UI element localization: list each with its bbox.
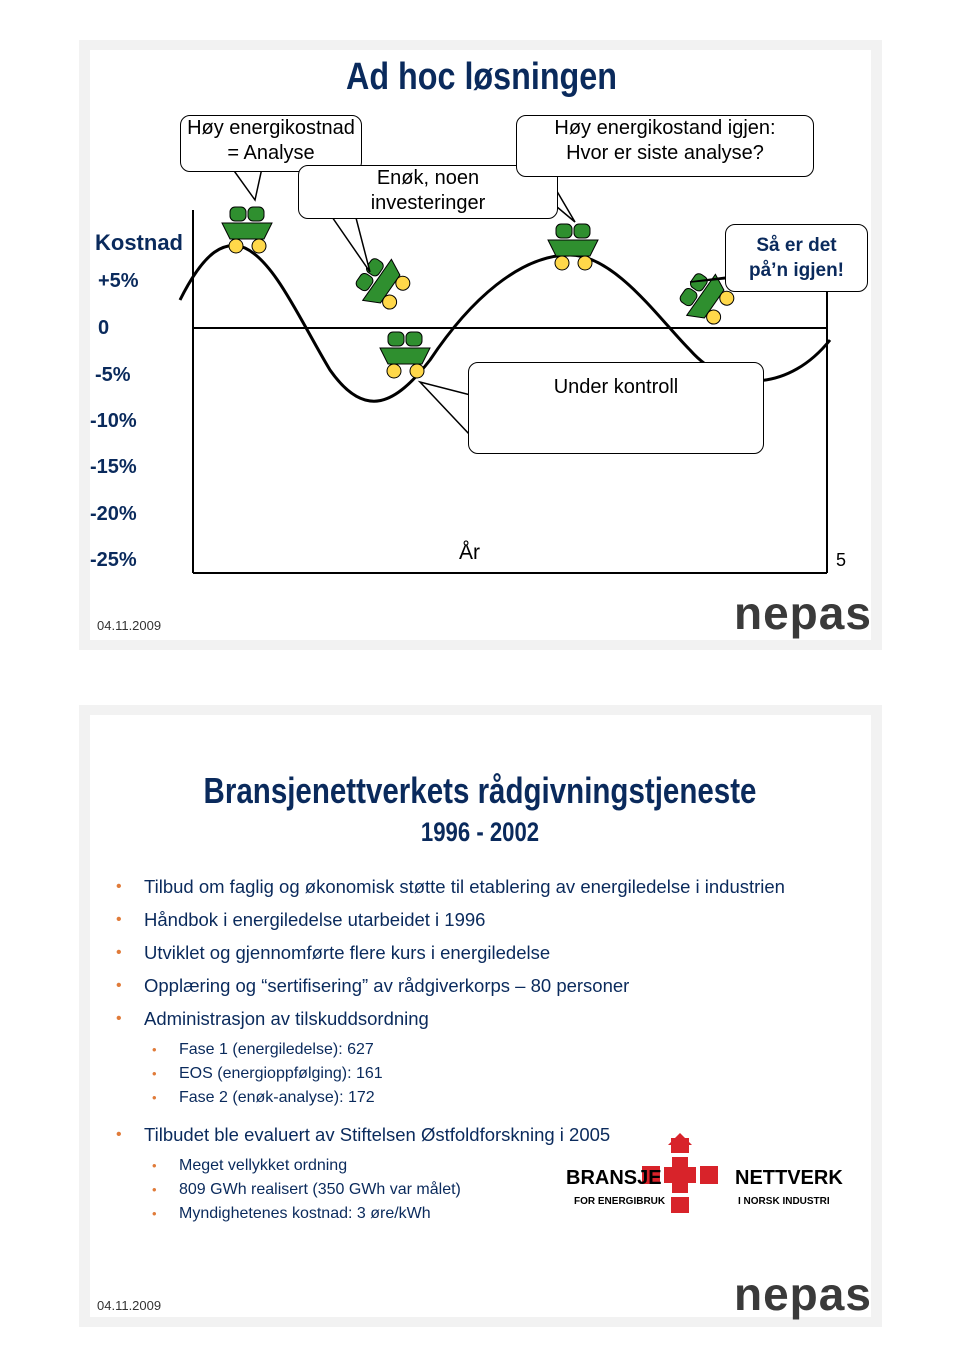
x-axis-label: År bbox=[459, 541, 480, 564]
bullet-item: • Håndbok i energiledelse utarbeidet i 1996 bbox=[116, 906, 876, 939]
cost-wave-diagram bbox=[0, 0, 960, 650]
sub-bullet-item: • Myndighetenes kostnad: 3 øre/kWh bbox=[152, 1202, 876, 1226]
callout-high-cost bbox=[180, 115, 362, 172]
callout-line: investeringer bbox=[370, 192, 486, 214]
callout-line: = Analyse bbox=[227, 142, 315, 164]
slide-1-title: Ad hoc løsningen bbox=[346, 56, 617, 98]
callout-line: på’n igjen! bbox=[749, 260, 844, 281]
nepas-logo: nepas bbox=[734, 1268, 872, 1320]
sub-bullet-item: • Fase 2 (enøk-analyse): 172 bbox=[152, 1086, 876, 1110]
logo-text-energibruk: FOR ENERGIBRUK bbox=[574, 1196, 666, 1207]
bullet-item: • Tilbudet ble evaluert av Stiftelsen Østfoldforskning i 2005 bbox=[116, 1121, 876, 1154]
cart-icon bbox=[548, 224, 598, 270]
y-tick: -25% bbox=[90, 549, 137, 571]
cart-icon bbox=[222, 207, 272, 253]
y-tick: -15% bbox=[90, 456, 137, 478]
sub-bullet-item: • Meget vellykket ordning bbox=[152, 1154, 876, 1178]
sub-bullet-item: • Fase 1 (energiledelse): 627 bbox=[152, 1038, 876, 1062]
y-tick: -10% bbox=[90, 410, 137, 432]
slide-2-subtitle: 1996 - 2002 bbox=[420, 817, 540, 847]
bullet-item: • Administrasjon av tilskuddsordning bbox=[116, 1005, 876, 1038]
callout-line: Så er det bbox=[756, 235, 837, 256]
y-tick: 0 bbox=[98, 317, 110, 339]
y-tick: -5% bbox=[95, 364, 131, 386]
axis-title: Kostnad bbox=[95, 230, 183, 255]
sub-bullet-item: • EOS (energioppfølging): 161 bbox=[152, 1062, 876, 1086]
bullet-item: • Utviklet og gjennomførte flere kurs i energiledelse bbox=[116, 939, 876, 972]
y-tick: +5% bbox=[98, 270, 139, 292]
cart-icon bbox=[380, 332, 430, 378]
logo-text-nettverk: NETTVERK bbox=[735, 1167, 843, 1189]
page-number: 5 bbox=[836, 550, 847, 570]
callout-line: Enøk, noen bbox=[376, 167, 480, 189]
bullet-item: • Tilbud om faglig og økonomisk støtte til etablering av energiledelse i industrien bbox=[116, 873, 876, 906]
callout-high-cost-again bbox=[516, 115, 814, 177]
sub-bullet-item: • 809 GWh realisert (350 GWh var målet) bbox=[152, 1178, 876, 1202]
slide-date: 04.11.2009 bbox=[97, 1298, 162, 1313]
slide-date: 04.11.2009 bbox=[97, 618, 162, 633]
callout-under-control: Under kontroll bbox=[468, 362, 764, 454]
callout-line: Høy energikostnad bbox=[187, 117, 355, 139]
cart-tilted-icon bbox=[350, 250, 416, 317]
y-tick: -20% bbox=[90, 503, 137, 525]
bullet-item: • Opplæring og “sertifisering” av rådgiverkorps – 80 personer bbox=[116, 972, 876, 1005]
callout-line: Høy energikostand igjen: bbox=[554, 117, 776, 139]
nepas-logo: nepas bbox=[734, 587, 872, 639]
slide-2-title: Bransjenettverkets rådgivningstjeneste bbox=[203, 770, 757, 811]
logo-text-norsk-industri: I NORSK INDUSTRI bbox=[738, 1196, 830, 1207]
callout-again bbox=[725, 224, 868, 292]
logo-text-bransje: BRANSJE bbox=[566, 1167, 662, 1189]
callout-line: Hvor er siste analyse? bbox=[566, 142, 764, 164]
